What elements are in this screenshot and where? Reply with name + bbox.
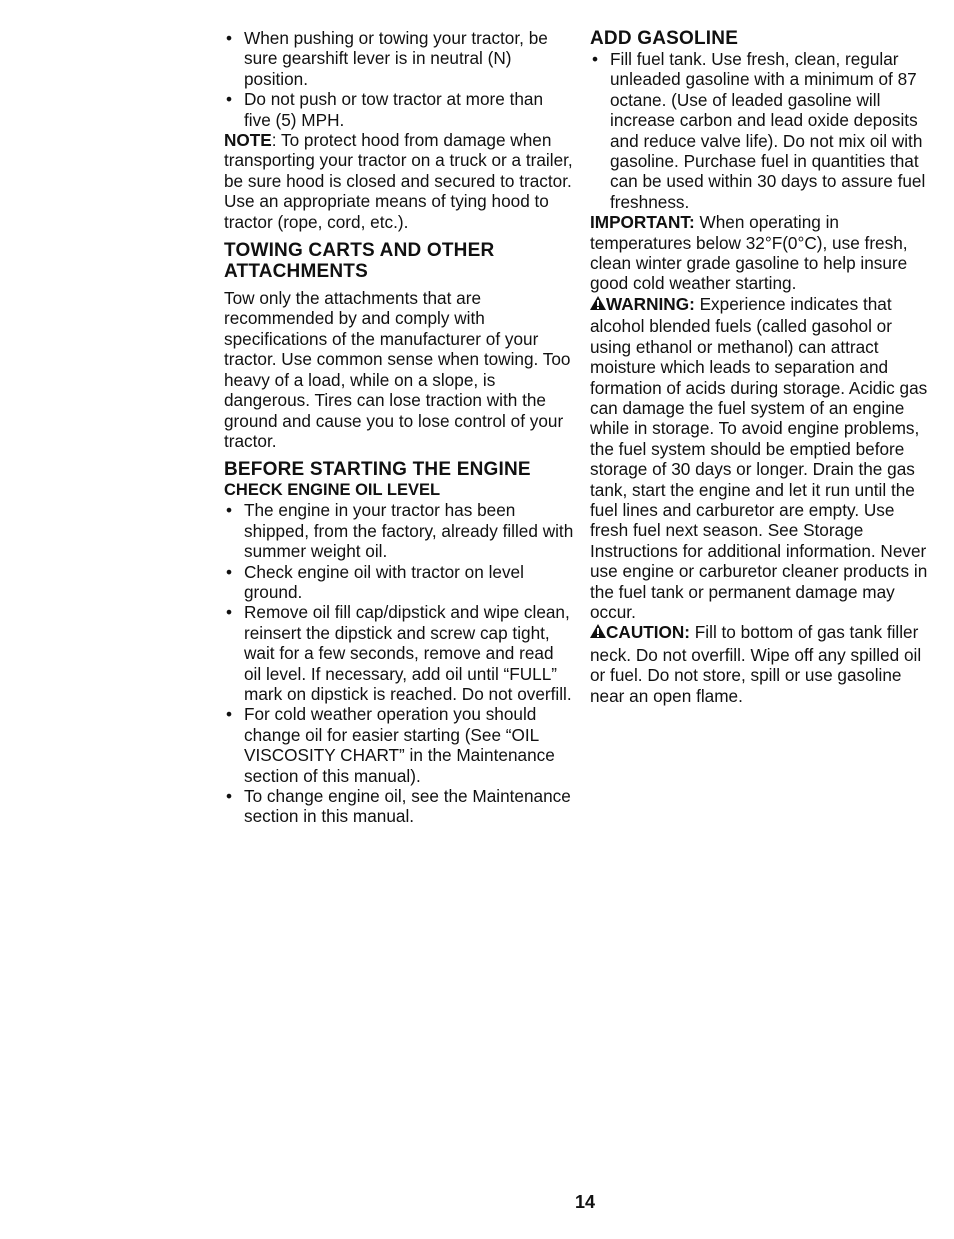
towing-bullets — [224, 28, 574, 130]
towing-paragraph: Tow only the attachments that are recommended by and comply with specifications of the manufacturer of your tractor. Use common sense when towing. Too heavy of a load, while on a slope, is dangerous. Tires can lose traction with the ground and cause you to lose control of your tractor. — [224, 288, 571, 451]
left-column — [224, 28, 574, 827]
warning-triangle-icon — [590, 296, 606, 316]
caution-text: Fill to bottom of gas tank filler neck. Do not overfill. Wipe off any spilled oil or fuel. Do not store, spill or use gasoline near an open flame. — [590, 622, 922, 706]
list-item: • To change engine oil, see the Maintenance section in this manual. — [224, 786, 574, 827]
warning-text: Experience indicates that alcohol blended fuels (called gasohol or using ethanol or methanol) can attract moisture which leads to separation and formation of acids during storage. Acidic gas can damage the fuel system of an engine while in storage. To avoid engine problems, the fuel system should be emptied before storage of 30 days or longer. Drain the gas tank, start the engine and let it run until the fuel lines and carburetor are empty. Use fresh fuel next season. See Storage Instructions for additional information. Never use engine or carburetor cleaner products in the fuel tank or permanent damage may occur. — [590, 293, 928, 622]
right-column — [590, 28, 935, 706]
list-item: • Remove oil fill cap/dipstick and wipe clean, reinsert the dipstick and screw cap tight, wait for a few seconds, remove and read oil level. If necessary, add oil until “FULL” mark on dipstick is reached. Do not overfill. — [224, 602, 574, 704]
before-starting-heading: BEFORE STARTING THE ENGINE — [224, 459, 531, 481]
caution-label: CAUTION: — [606, 622, 691, 643]
important-text: When operating in temperatures below 32°F(0°C), use fresh, clean winter grade gasoline to help insure good cold weather starting. — [590, 212, 908, 294]
note-paragraph — [224, 130, 574, 232]
oil-bullets — [224, 500, 574, 827]
warning-paragraph — [590, 294, 935, 623]
caution-paragraph — [590, 622, 935, 706]
towing-heading: TOWING CARTS AND OTHER ATTACHMENTS — [224, 240, 495, 283]
oil-level-subheading: CHECK ENGINE OIL LEVEL — [224, 481, 441, 500]
important-label: IMPORTANT: — [590, 212, 695, 233]
gasoline-bullets — [590, 49, 935, 212]
list-item: • Do not push or tow tractor at more than five (5) MPH. — [224, 89, 574, 130]
add-gasoline-heading: ADD GASOLINE — [590, 28, 739, 49]
warning-label: WARNING: — [606, 293, 695, 314]
note-label: NOTE — [224, 130, 272, 151]
list-item: • Check engine oil with tractor on level ground. — [224, 562, 574, 603]
list-item: • Fill fuel tank. Use fresh, clean, regular unleaded gasoline with a minimum of 87 octane. (Use of leaded gasoline will increase carbon and lead oxide deposits and reduce valve life). Do not mix oil with gasoline. Purchase fuel in quantities that can be used within 30 days to assure fuel freshness. — [590, 49, 935, 212]
list-item: • When pushing or towing your tractor, be sure gearshift lever is in neutral (N) position. — [224, 28, 574, 89]
important-paragraph — [590, 212, 935, 294]
list-item: • The engine in your tractor has been shipped, from the factory, already filled with summer weight oil. — [224, 500, 574, 561]
caution-triangle-icon — [590, 624, 606, 644]
page-number: 14 — [574, 1192, 596, 1212]
note-text: : To protect hood from damage when transporting your tractor on a truck or a trailer, be sure hood is closed and secured to tractor. Use an appropriate means of tying hood to tractor (rope, cord, etc.). — [224, 130, 573, 232]
list-item: • For cold weather operation you should change oil for easier starting (See “OIL VISCOSITY CHART” in the Maintenance section of this manual). — [224, 704, 574, 786]
